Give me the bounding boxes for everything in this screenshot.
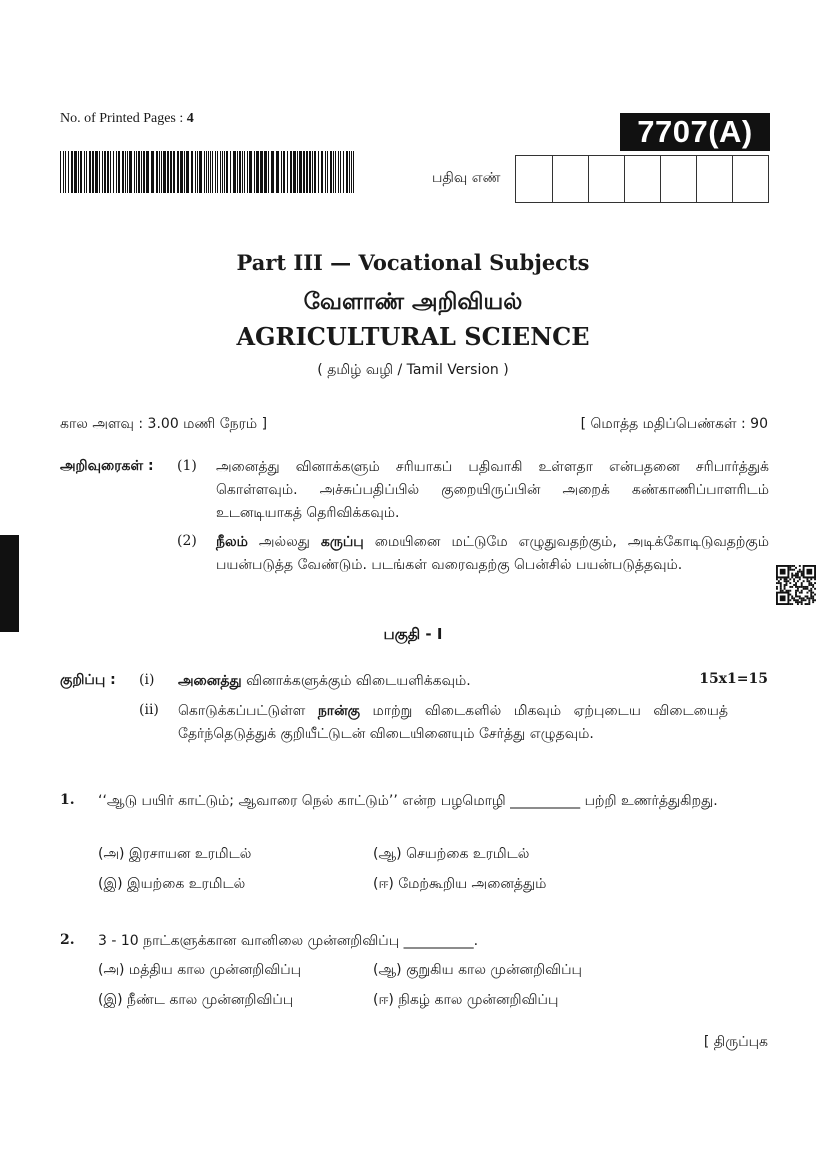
- printed-pages-count: No. of Printed Pages : 4: [60, 111, 194, 126]
- question-number: 1.: [60, 792, 75, 808]
- register-number-label: பதிவு எண்: [432, 170, 501, 186]
- subject-title-tamil: வேளாண் அறிவியல்: [303, 289, 523, 315]
- option-d: (ஈ) மேற்கூறிய அனைத்தும்: [373, 876, 547, 892]
- note-text: அனைத்து வினாக்களுக்கும் விடையளிக்கவும்.: [178, 673, 471, 689]
- question-text: ‘‘ஆடு பயிர் காட்டும்; ஆவாரை நெல் காட்டும்’’ என்ற பழமொழி __________ பற்றி உணர்த்துகிறது.: [98, 793, 718, 809]
- option-a: (அ) இரசாயன உரமிடல்: [98, 846, 252, 862]
- ink-color-blue: நீலம்: [216, 534, 248, 550]
- register-number-boxes[interactable]: [515, 155, 769, 203]
- margin-marker-bar: [0, 535, 19, 632]
- paper-code: 7707(A): [620, 113, 770, 151]
- note-number: (ii): [139, 702, 159, 718]
- part-title: Part III — Vocational Subjects: [236, 250, 590, 275]
- note-label: குறிப்பு :: [60, 672, 116, 688]
- note-number: (i): [139, 672, 155, 688]
- register-digit-box[interactable]: [516, 156, 552, 202]
- section-marks: 15x1=15: [699, 671, 768, 687]
- instruction-text: அனைத்து வினாக்களும் சரியாகப் பதிவாகி உள்ளதா என்பதனை சரிபார்த்துக் கொள்ளவும். அச்சுப்பதிப்பில் குறையிருப்பின் அறைக் கண்காணிப்பாளரிடம் உடனடியாகத் தெரிவிக்கவும்.: [216, 459, 769, 521]
- option-d: (ஈ) நிகழ் கால முன்னறிவிப்பு: [373, 992, 559, 1008]
- option-b: (ஆ) செயற்கை உரமிடல்: [373, 846, 530, 862]
- register-digit-box[interactable]: [588, 156, 624, 202]
- option-c: (இ) இயற்கை உரமிடல்: [98, 876, 246, 892]
- instructions-label: அறிவுரைகள் :: [60, 458, 154, 474]
- question-text: 3 - 10 நாட்களுக்கான வானிலை முன்னறிவிப்பு __________.: [98, 933, 479, 949]
- version-label: ( தமிழ் வழி / Tamil Version ): [317, 362, 509, 378]
- option-b: (ஆ) குறுகிய கால முன்னறிவிப்பு: [373, 962, 582, 978]
- instruction-number: (2): [177, 533, 197, 549]
- option-c: (இ) நீண்ட கால முன்னறிவிப்பு: [98, 992, 294, 1008]
- ink-color-black: கருப்பு: [320, 534, 364, 550]
- turn-over-label: [ திருப்புக: [703, 1034, 768, 1050]
- section-title: பகுதி - I: [383, 625, 443, 643]
- register-digit-box[interactable]: [624, 156, 660, 202]
- question-number: 2.: [60, 932, 75, 948]
- register-digit-box[interactable]: [660, 156, 696, 202]
- qr-code-image: [776, 565, 816, 605]
- instruction-text: நீலம் அல்லது கருப்பு மையினை மட்டுமே எழுதுவதற்கும், அடிக்கோடிடுவதற்கும் பயன்படுத்த வேண்டும். படங்கள் வரைவதற்கு பென்சில் பயன்படுத்தவும்.: [216, 534, 770, 573]
- subject-title-english: AGRICULTURAL SCIENCE: [236, 322, 590, 351]
- register-digit-box[interactable]: [552, 156, 588, 202]
- register-digit-box[interactable]: [696, 156, 732, 202]
- exam-total-marks: [ மொத்த மதிப்பெண்கள் : 90: [580, 416, 768, 432]
- note-text: கொடுக்கப்பட்டுள்ள நான்கு மாற்று விடைகளில் மிகவும் ஏற்புடைய விடையைத் தேர்ந்தெடுத்துக் குறியீட்டுடன் விடையினையும் சேர்த்து எழுதவும்.: [178, 703, 729, 742]
- register-digit-box[interactable]: [732, 156, 768, 202]
- option-a: (அ) மத்திய கால முன்னறிவிப்பு: [98, 962, 302, 978]
- barcode-image: [60, 151, 354, 193]
- instruction-number: (1): [177, 458, 197, 474]
- exam-duration: கால அளவு : 3.00 மணி நேரம் ]: [60, 416, 268, 432]
